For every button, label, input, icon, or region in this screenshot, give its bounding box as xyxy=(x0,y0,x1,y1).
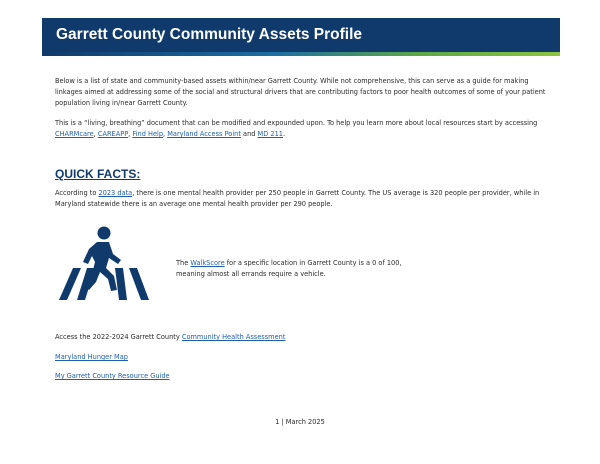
walk-text: for a specific location in Garrett County is a 0 of 100, xyxy=(224,259,402,267)
maryland-access-point-link[interactable]: Maryland Access Point xyxy=(167,130,241,138)
header-bar xyxy=(42,18,560,52)
pedestrian-crossing-icon xyxy=(55,224,155,304)
access-text: Access the 2022-2024 Garrett County xyxy=(55,333,182,341)
charmcare-link[interactable]: CHARMcare xyxy=(55,130,94,138)
intro-paragraph: Below is a list of state and community-based assets within/near Garrett County. While not comprehensive, this can serve as a guide for making linkages aimed at addressing some of the social and structural drivers that are contributing factors to poor health outcomes of some of your patient population living in/near Garrett County. xyxy=(55,77,546,107)
mental-health-fact xyxy=(55,188,550,210)
quick-facts-heading: QUICK FACTS: xyxy=(55,167,141,181)
header-stripe xyxy=(42,52,560,56)
resource-guide-link[interactable]: My Garrett County Resource Guide xyxy=(55,372,170,380)
walkscore-fact xyxy=(176,258,436,280)
md-211-link[interactable]: MD 211 xyxy=(257,130,283,138)
find-help-link[interactable]: Find Help xyxy=(132,130,164,138)
careapp-link[interactable]: CAREAPP xyxy=(97,130,129,138)
intro-resources-paragraph xyxy=(55,118,550,140)
page-footer: 1 | March 2025 xyxy=(275,418,325,426)
walkscore-line-2: meaning almost all errands require a vehicle. xyxy=(176,270,326,278)
separator: , xyxy=(93,130,98,138)
page-title: Garrett County Community Assets Profile xyxy=(56,26,363,43)
separator: , xyxy=(128,130,133,138)
separator: , xyxy=(163,130,168,138)
maryland-hunger-map-link[interactable]: Maryland Hunger Map xyxy=(55,353,128,361)
intro-text: This is a “living, breathing” document that can be modified and expounded upon. To help you learn more about local resources start by accessing xyxy=(55,119,538,127)
community-health-assessment-link[interactable]: Community Health Assessment xyxy=(181,333,286,341)
walkscore-link[interactable]: WalkScore xyxy=(190,259,225,267)
separator: and xyxy=(240,130,258,138)
2023-data-link[interactable]: 2023 data xyxy=(98,189,133,197)
fact-text: According to xyxy=(55,189,99,197)
fact-text: , there is one mental health provider per 250 people in Garrett County. The US average is 320 people per provider, while in Maryland statewide there is an average one mental health provider per 290 people. xyxy=(55,189,540,208)
walkscore-line-1 xyxy=(176,258,436,269)
period: . xyxy=(283,130,286,138)
community-health-assessment-line xyxy=(55,333,285,341)
walk-text: The xyxy=(176,259,191,267)
